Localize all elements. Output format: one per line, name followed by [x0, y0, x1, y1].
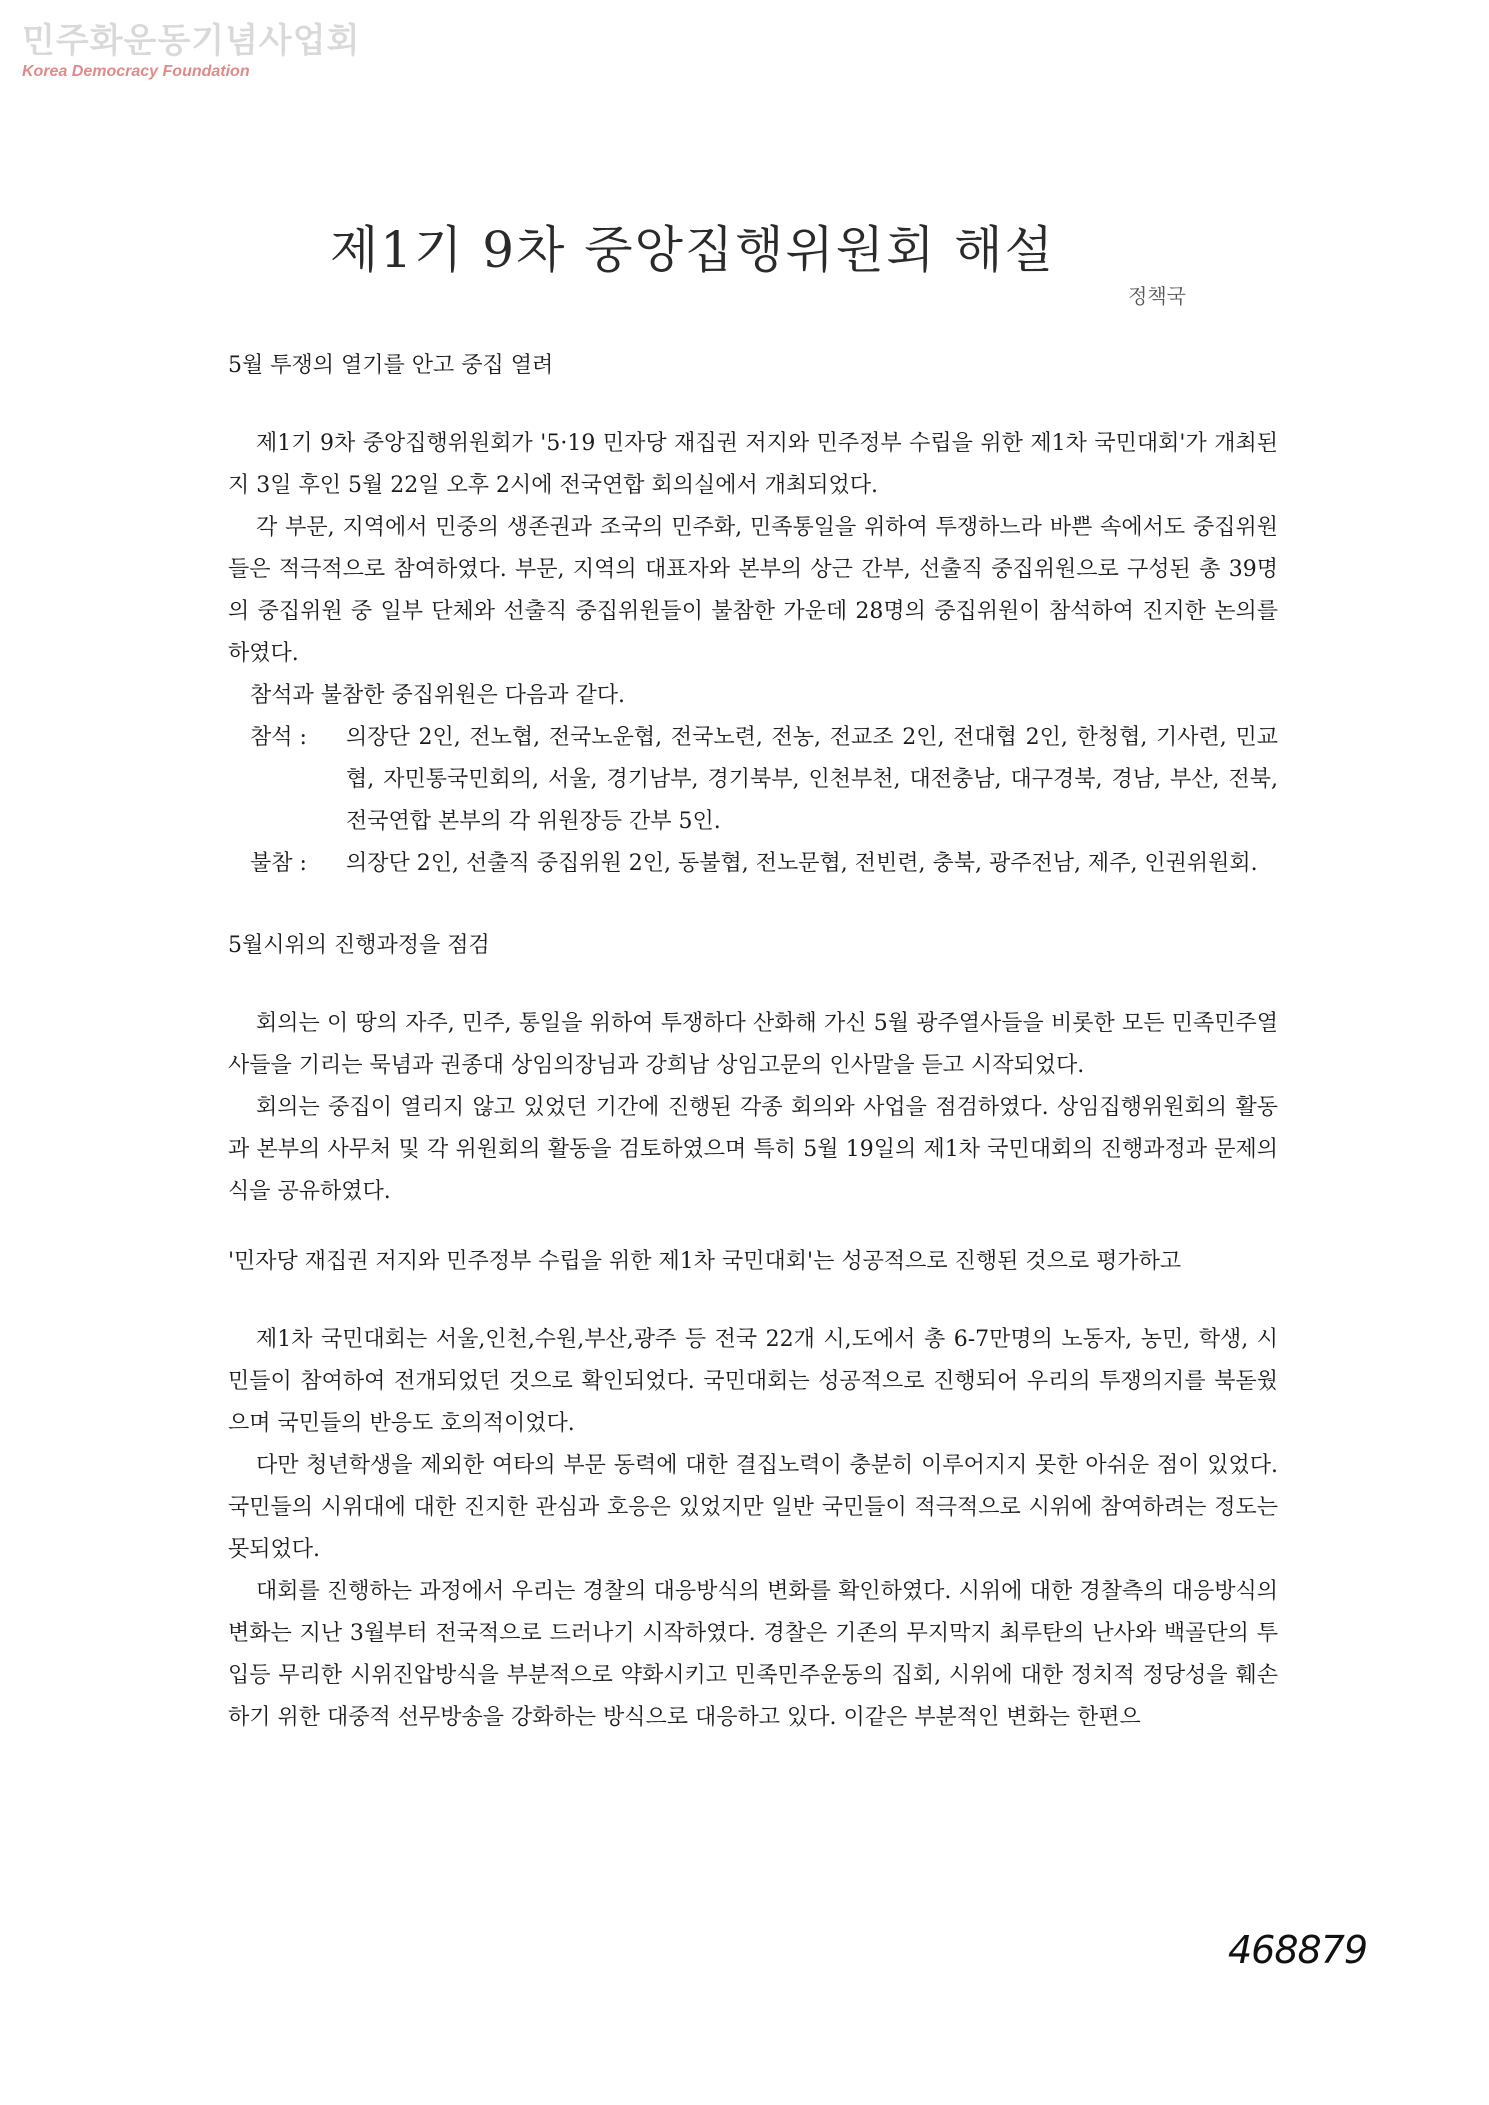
- paragraph: 회의는 이 땅의 자주, 민주, 통일을 위하여 투쟁하다 산화해 가신 5월 광주열사들을 비롯한 모든 민족민주열사들을 기리는 묵념과 권종대 상임의장님과 강희남 상임고문의 인사말을 듣고 시작되었다.: [228, 1011, 1278, 1078]
- paragraph: 대회를 진행하는 과정에서 우리는 경찰의 대응방식의 변화를 확인하였다. 시위에 대한 경찰측의 대응방식의 변화는 지난 3월부터 전국적으로 드러나기 시작하였다. 경찰은 기존의 무지막지 최루탄의 난사와 백골단의 투입등 무리한 시위진압방식을 부분적으로 약화시키고 민족민주운동의 집회, 시위에 대한 정치적 정당성을 훼손하기 위한 대중적 선무방송을 강화하는 방식으로 대응하고 있다. 이같은 부분적인 변화는 한편으: [228, 1579, 1278, 1730]
- attendance-absent: [228, 843, 1278, 885]
- attendance-label: 불참 :: [250, 851, 307, 876]
- document-body: [228, 345, 1278, 1739]
- paragraph: 다만 청년학생을 제외한 여타의 부문 동력에 대한 결집노력이 충분히 이루어지지 못한 아쉬운 점이 있었다. 국민들의 시위대에 대한 진지한 관심과 호응은 있었지만 일반 국민들이 적극적으로 시위에 참여하려는 정도는 못되었다.: [228, 1453, 1278, 1562]
- watermark-korean: 민주화운동기념사업회: [22, 21, 361, 61]
- spacer: [228, 1213, 1278, 1241]
- attendance-present: [228, 717, 1278, 843]
- document-title: 제1기 9차 중앙집행위원회 해설: [330, 221, 1055, 279]
- section-heading: 5월 투쟁의 열기를 안고 중집 열려: [228, 353, 554, 378]
- paragraph: 각 부문, 지역에서 민중의 생존권과 조국의 민주화, 민족통일을 위하여 투쟁하느라 바쁜 속에서도 중집위원들은 적극적으로 참여하였다. 부문, 지역의 대표자와 본부의 상근 간부, 선출직 중집위원으로 구성된 총 39명의 중집위원 중 일부 단체와 선출직 중집위원들이 불참한 가운데 28명의 중집위원이 참석하여 진지한 논의를 하였다.: [228, 515, 1278, 666]
- attendance-list: 의장단 2인, 전노협, 전국노운협, 전국노련, 전농, 전교조 2인, 전대협 2인, 한청협, 기사련, 민교협, 자민통국민회의, 서울, 경기남부, 경기북부, 인천부천, 대전충남, 대구경북, 경남, 부산, 전북, 전국연합 본부의 각 위원장등 간부 5인.: [346, 725, 1278, 834]
- spacer: [228, 885, 1278, 925]
- watermark-english: Korea Democracy Foundation: [22, 63, 250, 80]
- attendance-label: 참석 :: [250, 725, 307, 750]
- handwritten-archive-number: 468879: [1228, 1928, 1368, 1972]
- section-heading: 5월시위의 진행과정을 점검: [228, 933, 490, 958]
- attendance-list: 의장단 2인, 선출직 중집위원 2인, 동불협, 전노문협, 전빈련, 충북, 광주전남, 제주, 인권위원회.: [346, 851, 1258, 876]
- section-heading: '민자당 재집권 저지와 민주정부 수립을 위한 제1차 국민대회'는 성공적으로 진행된 것으로 평가하고: [228, 1249, 1182, 1274]
- paragraph: 회의는 중집이 열리지 않고 있었던 기간에 진행된 각종 회의와 사업을 점검하였다. 상임집행위원회의 활동과 본부의 사무처 및 각 위원회의 활동을 검토하였으며 특히 5월 19일의 제1차 국민대회의 진행과정과 문제의식을 공유하였다.: [228, 1095, 1278, 1204]
- paragraph: 제1기 9차 중앙집행위원회가 '5·19 민자당 재집권 저지와 민주정부 수립을 위한 제1차 국민대회'가 개최된 지 3일 후인 5월 22일 오후 2시에 전국연합 회의실에서 개최되었다.: [228, 431, 1278, 498]
- paragraph: 제1차 국민대회는 서울,인천,수원,부산,광주 등 전국 22개 시,도에서 총 6-7만명의 노동자, 농민, 학생, 시민들이 참여하여 전개되었던 것으로 확인되었다. 국민대회는 성공적으로 진행되어 우리의 투쟁의지를 북돋웠으며 국민들의 반응도 호의적이었다.: [228, 1327, 1278, 1436]
- document-author: 정책국: [1128, 284, 1186, 308]
- watermark: [22, 22, 360, 82]
- attendance-intro: 참석과 불참한 중집위원은 다음과 같다.: [250, 683, 625, 708]
